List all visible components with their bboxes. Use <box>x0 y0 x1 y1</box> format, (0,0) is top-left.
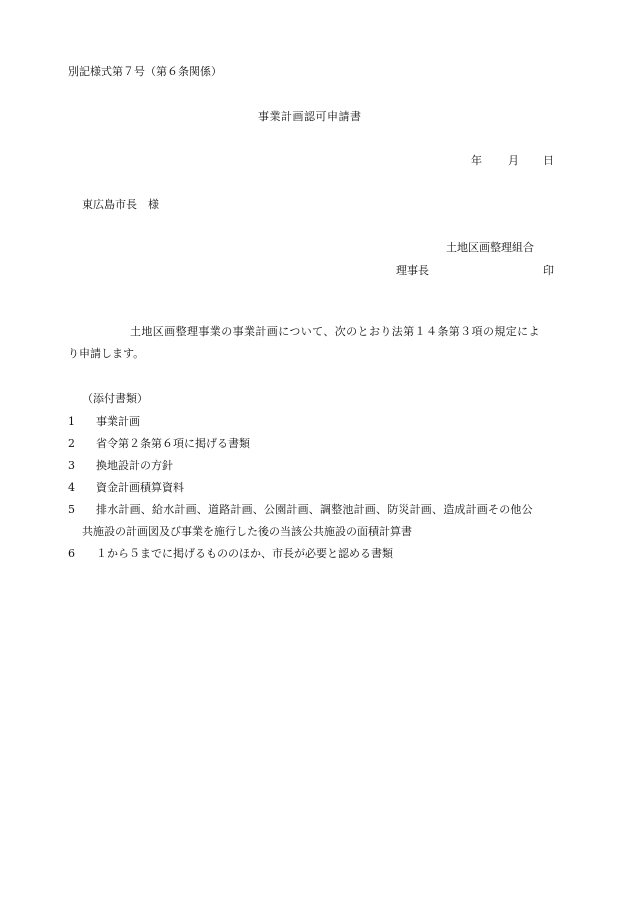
seal-mark: 印 <box>543 264 554 277</box>
attachment-number: 5 <box>68 503 75 516</box>
body-line-2: り申請します。 <box>68 347 145 360</box>
applicant-chair-label: 理事長 <box>396 264 429 277</box>
date-day: 日 <box>543 154 554 167</box>
attachment-item: １から５までに掲げるもののほか、市長が必要と認める書類 <box>96 547 393 560</box>
body-line-1: 土地区画整理事業の事業計画について、次のとおり法第１４条第３項の規定によ <box>130 325 540 338</box>
form-label: 別記様式第７号（第６条関係） <box>68 65 222 78</box>
addressee: 東広島市長 様 <box>82 198 159 211</box>
attachments-heading: （添付書類） <box>82 392 148 405</box>
attachment-number: 2 <box>68 437 75 450</box>
attachment-item: 資金計画積算資料 <box>96 481 184 494</box>
attachment-item: 排水計画、給水計画、道路計画、公園計画、調整池計画、防災計画、造成計画その他公 <box>96 503 533 516</box>
applicant-organization: 土地区画整理組合 <box>446 241 534 254</box>
attachment-number: 1 <box>68 415 75 428</box>
attachment-number: 6 <box>68 547 75 560</box>
attachment-item-continuation: 共施設の計画図及び事業を施行した後の当該公共施設の面積計算書 <box>82 525 412 538</box>
date-month: 月 <box>508 154 519 167</box>
attachment-number: 4 <box>68 481 75 494</box>
attachment-item: 省令第２条第６項に掲げる書類 <box>96 437 250 450</box>
document-title: 事業計画認可申請書 <box>258 110 362 123</box>
attachment-item: 事業計画 <box>96 415 140 428</box>
date-year: 年 <box>471 154 482 167</box>
attachment-number: 3 <box>68 459 75 472</box>
attachment-item: 換地設計の方針 <box>96 459 173 472</box>
